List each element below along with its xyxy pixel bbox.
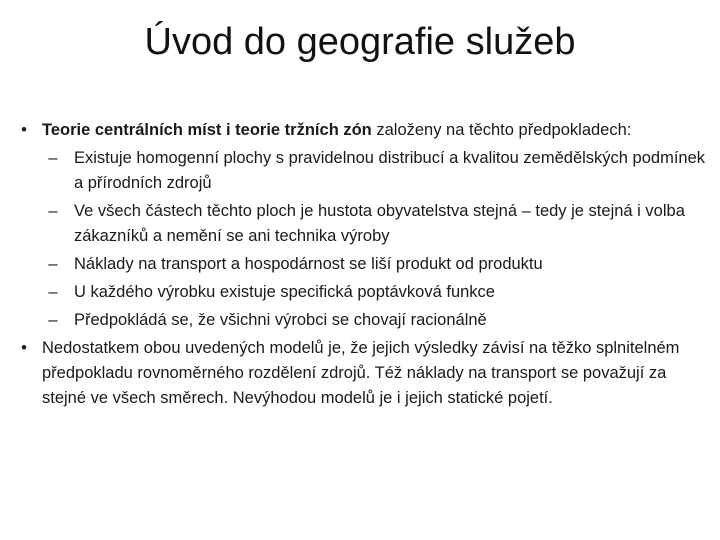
subitem-text: Náklady na transport a hospodárnost se liší produkt od produktu [74, 255, 543, 273]
dash-icon: – [48, 149, 58, 167]
bullet-item-2 [14, 336, 714, 411]
bullet-icon: • [21, 339, 27, 357]
slide-title: Úvod do geografie služeb [144, 21, 576, 63]
bullet-2-text: Nedostatkem obou uvedených modelů je, že jejich výsledky závisí na těžko splnitelném předpokladu rovnoměrného rozdělení zdrojů. Též náklady na transport se považují za stejné ve všech směrech. Nevýhodou modelů je i jejich statické pojetí. [42, 339, 680, 407]
subitem-4 [14, 280, 714, 305]
dash-icon: – [48, 255, 58, 273]
subitem-text: Existuje homogenní plochy s pravidelnou distribucí a kvalitou zemědělských podmínek a přírodních zdrojů [74, 149, 706, 192]
slide-content [14, 118, 714, 411]
bullet-icon: • [21, 121, 27, 139]
dash-icon: – [48, 283, 58, 301]
dash-icon: – [48, 202, 58, 220]
subitem-1 [14, 146, 714, 196]
subitem-3 [14, 252, 714, 277]
bullet-item-1 [14, 118, 714, 143]
subitem-text: Ve všech částech těchto ploch je hustota obyvatelstva stejná – tedy je stejná i volba zákazníků a nemění se ani technika výroby [74, 202, 685, 245]
subitem-text: Předpokládá se, že všichni výrobci se chovají racionálně [74, 311, 487, 329]
bullet-1-bold-text: Teorie centrálních míst i teorie tržních zón [42, 121, 372, 139]
subitem-5 [14, 308, 714, 333]
subitem-text: U každého výrobku existuje specifická poptávková funkce [74, 283, 495, 301]
dash-icon: – [48, 311, 58, 329]
subitem-2 [14, 199, 714, 249]
bullet-1-text: založeny na těchto předpokladech: [371, 121, 632, 139]
